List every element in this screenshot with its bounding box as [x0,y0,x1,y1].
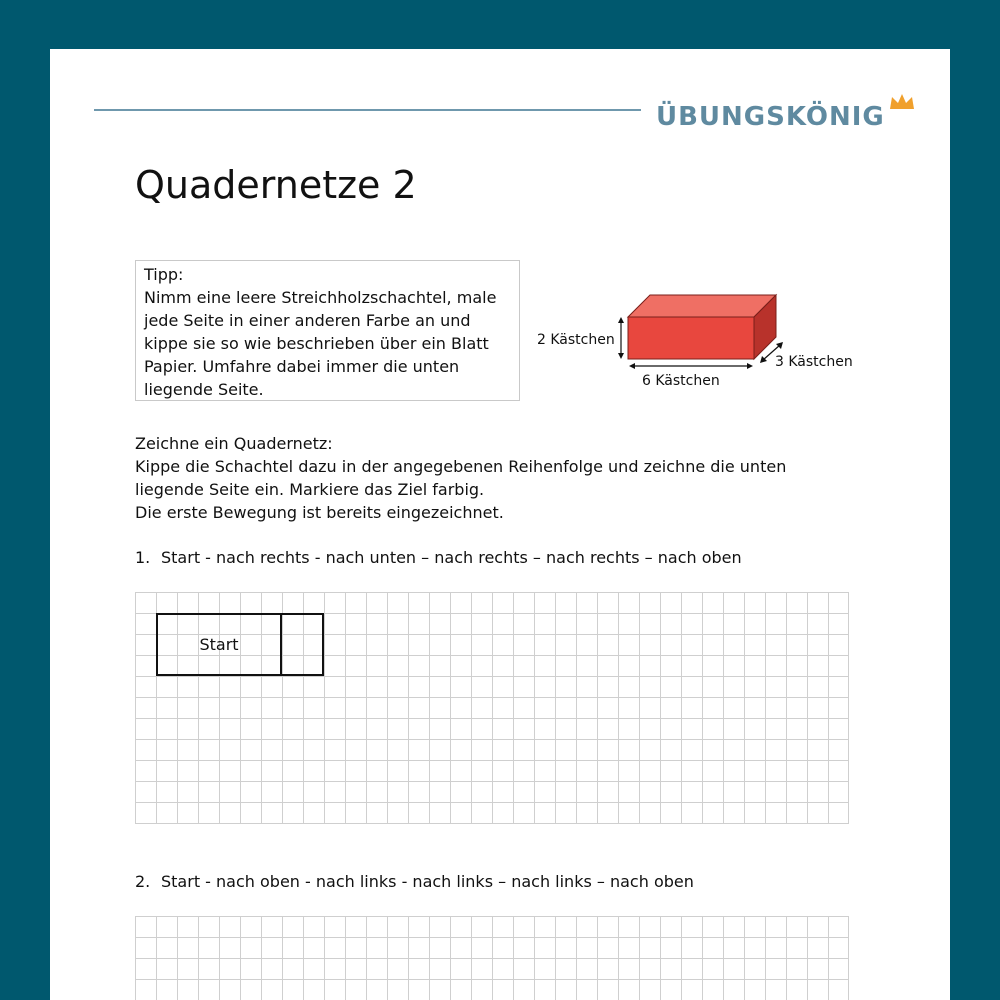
header-rule [94,109,641,111]
cuboid-depth-label: 3 Kästchen [775,354,853,370]
cuboid-length-label: 6 Kästchen [642,373,720,389]
instruction-line: liegende Seite ein. Markiere das Ziel farbig. [135,480,485,499]
start-face [156,613,282,676]
instruction-line: Kippe die Schachtel dazu in der angegebenen Reihenfolge und zeichne die unten [135,457,787,476]
tip-label: Tipp: [144,265,184,284]
first-move-face [280,613,324,676]
task-1 [135,548,742,567]
page-title: Quadernetze 2 [135,163,417,207]
crown-icon [888,93,916,111]
task-number: 2. [135,872,151,891]
task-2 [135,872,694,891]
task-text: Start - nach rechts - nach unten – nach rechts – nach rechts – nach oben [161,548,742,567]
brand-logo: ÜBUNGSKÖNIG [656,102,885,132]
instructions [135,432,855,524]
task-number: 1. [135,548,151,567]
instruction-line: Zeichne ein Quadernetz: [135,434,333,453]
tip-text: Nimm eine leere Streichholzschachtel, male jede Seite in einer anderen Farbe an und kippe sie so wie beschrieben über ein Blatt Papier. Umfahre dabei immer die unten liegende Seite. [144,288,497,399]
cuboid-front-face [628,317,754,359]
drawing-grid-2[interactable] [135,916,849,1000]
instruction-line: Die erste Bewegung ist bereits eingezeichnet. [135,503,504,522]
task-text: Start - nach oben - nach links - nach links – nach links – nach oben [161,872,694,891]
cuboid-height-label: 2 Kästchen [537,332,615,348]
tip-box [135,260,520,401]
cuboid-top-face [628,295,776,317]
drawing-grid-1[interactable] [135,592,849,824]
worksheet-page [50,49,950,1000]
cuboid-illustration [530,287,860,397]
start-label: Start [199,635,239,654]
